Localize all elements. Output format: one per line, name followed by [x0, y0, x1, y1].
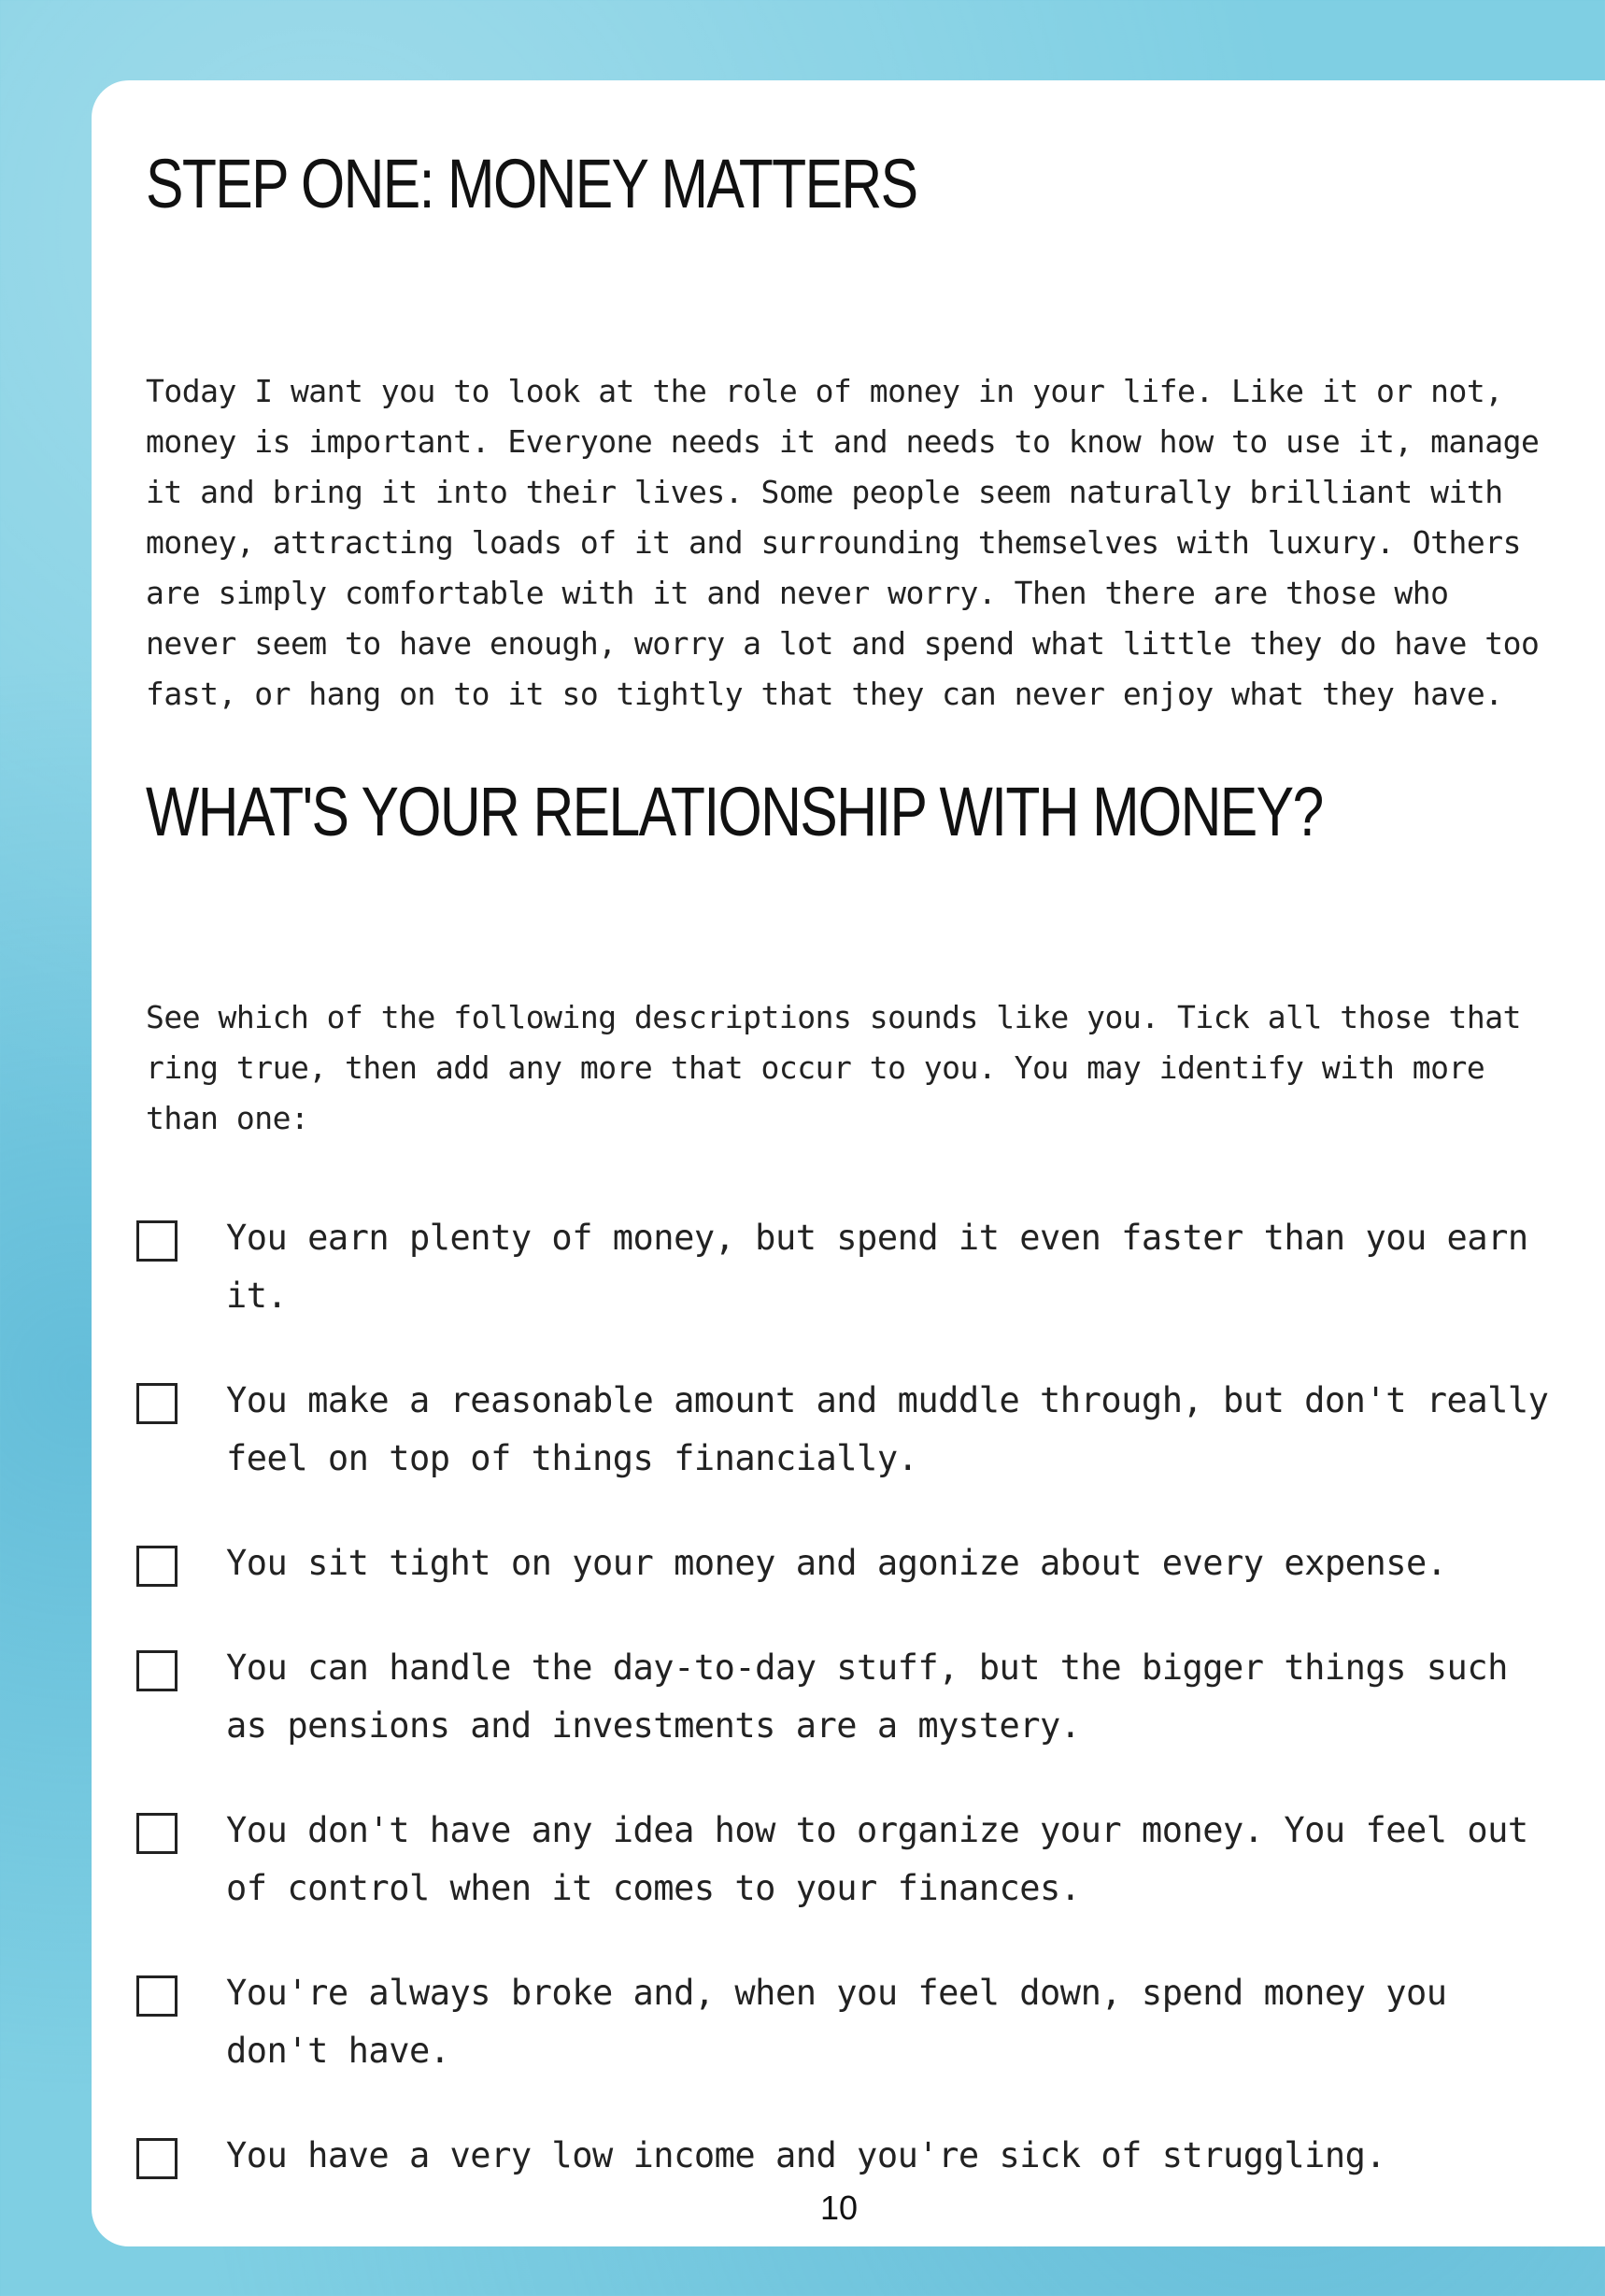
- checklist-item-text: You earn plenty of money, but spend it even faster than you earn it.: [226, 1218, 1528, 1316]
- checkbox[interactable]: [136, 1975, 178, 2017]
- checklist-item: [136, 1964, 1556, 2080]
- checklist-item-text: You make a reasonable amount and muddle through, but don't really feel on top of things financially.: [226, 1380, 1549, 1478]
- checklist-item: [136, 1639, 1556, 1755]
- checklist-item-text: You can handle the day-to-day stuff, but the bigger things such as pensions and investments are a mystery.: [226, 1647, 1508, 1746]
- instructions-paragraph: See which of the following descriptions sounds like you. Tick all those that ring true, then add any more that occur to you. You may identify with more than one:: [146, 999, 1521, 1136]
- checklist-item: [136, 2127, 1556, 2185]
- checklist-item: [136, 1534, 1556, 1592]
- section-title-money-matters: STEP ONE: MONEY MATTERS: [146, 145, 917, 222]
- checklist-item: [136, 1802, 1556, 1918]
- checklist-item: [136, 1372, 1556, 1488]
- checkbox[interactable]: [136, 1813, 178, 1854]
- worksheet-page: [92, 80, 1605, 2246]
- checklist-item-text: You're always broke and, when you feel down, spend money you don't have.: [226, 1973, 1447, 2071]
- page-number: 10: [820, 2189, 859, 2227]
- checkbox[interactable]: [136, 1650, 178, 1691]
- checkbox[interactable]: [136, 1383, 178, 1424]
- checkbox[interactable]: [136, 1546, 178, 1587]
- checklist-item: [136, 1209, 1556, 1325]
- checklist-item-text: You have a very low income and you're sick of struggling.: [226, 2135, 1386, 2175]
- checklist-item-text: You sit tight on your money and agonize about every expense.: [226, 1543, 1447, 1583]
- checkbox[interactable]: [136, 2138, 178, 2179]
- checklist-item-text: You don't have any idea how to organize your money. You feel out of control when it comes to your finances.: [226, 1810, 1528, 1908]
- section-title-relationship: WHAT'S YOUR RELATIONSHIP WITH MONEY?: [146, 773, 1323, 850]
- checkbox[interactable]: [136, 1220, 178, 1262]
- intro-paragraph: Today I want you to look at the role of money in your life. Like it or not, money is important. Everyone needs it and needs to know how to use it, manage it and bring it into their lives. Some people seem naturally brilliant with money, attracting loads of it and surrounding themselves with luxury. Others are simply comfortable with it and never worry. Then there are those who never seem to have enough, worry a lot and spend what little they do have too fast, or hang on to it so tightly that they can never enjoy what they have.: [146, 373, 1540, 712]
- tick-checklist: [136, 1209, 1556, 2232]
